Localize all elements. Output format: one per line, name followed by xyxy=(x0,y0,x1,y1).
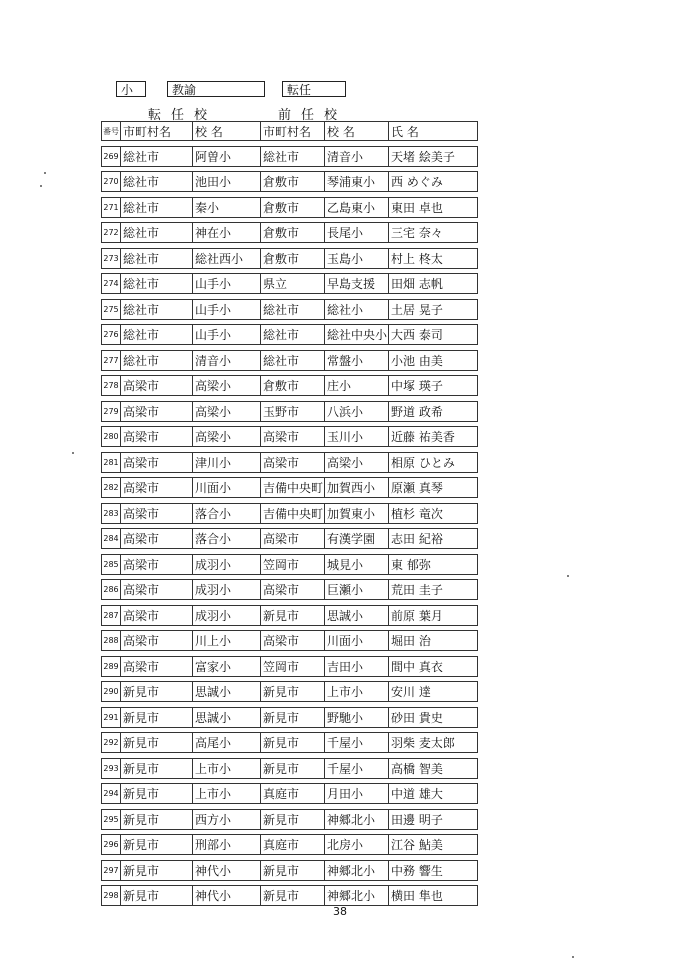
cell-school: 落合小 xyxy=(193,503,261,523)
cell-prev-city: 新見市 xyxy=(261,733,325,753)
cell-city: 高梁市 xyxy=(121,580,193,600)
cell-school: 神代小 xyxy=(193,886,261,906)
cell-name: 中務 響生 xyxy=(389,860,478,880)
cell-prev-city: 新見市 xyxy=(261,707,325,727)
col-header-city: 市町村名 xyxy=(121,122,193,141)
cell-city: 新見市 xyxy=(121,886,193,906)
cell-number: 284 xyxy=(102,529,121,549)
cell-prev-city: 総社市 xyxy=(261,350,325,370)
cell-city: 新見市 xyxy=(121,809,193,829)
cell-name: 中道 雄大 xyxy=(389,784,478,804)
position-box xyxy=(167,81,265,97)
cell-prev-school: 玉島小 xyxy=(325,248,389,268)
cell-prev-city: 高梁市 xyxy=(261,427,325,447)
cell-name: 安川 達 xyxy=(389,682,478,702)
cell-number: 271 xyxy=(102,197,121,217)
table-row xyxy=(102,682,478,702)
cell-number: 288 xyxy=(102,631,121,651)
cell-name: 原瀬 真琴 xyxy=(389,478,478,498)
cell-number: 298 xyxy=(102,886,121,906)
cell-city: 新見市 xyxy=(121,784,193,804)
cell-number: 293 xyxy=(102,758,121,778)
cell-name: 中塚 瑛子 xyxy=(389,376,478,396)
table-row xyxy=(102,401,478,421)
cell-prev-school: 清音小 xyxy=(325,146,389,166)
cell-prev-school: 神郷北小 xyxy=(325,860,389,880)
cell-city: 総社市 xyxy=(121,197,193,217)
cell-prev-school: 乙島東小 xyxy=(325,197,389,217)
table-row xyxy=(102,554,478,574)
cell-prev-school: 北房小 xyxy=(325,835,389,855)
cell-school: 成羽小 xyxy=(193,554,261,574)
cell-prev-school: 加賀西小 xyxy=(325,478,389,498)
cell-city: 新見市 xyxy=(121,758,193,778)
cell-school: 落合小 xyxy=(193,529,261,549)
cell-city: 高梁市 xyxy=(121,656,193,676)
cell-school: 高梁小 xyxy=(193,401,261,421)
cell-number: 282 xyxy=(102,478,121,498)
cell-school: 高梁小 xyxy=(193,427,261,447)
cell-city: 高梁市 xyxy=(121,529,193,549)
cell-prev-school: 長尾小 xyxy=(325,223,389,243)
cell-prev-city: 新見市 xyxy=(261,605,325,625)
cell-prev-school: 千屋小 xyxy=(325,758,389,778)
cell-prev-city: 倉敷市 xyxy=(261,248,325,268)
cell-name: 三宅 奈々 xyxy=(389,223,478,243)
cell-name: 江谷 鮎美 xyxy=(389,835,478,855)
cell-city: 総社市 xyxy=(121,146,193,166)
table-row xyxy=(102,274,478,294)
position-label: 教諭 xyxy=(172,83,197,97)
cell-school: 川上小 xyxy=(193,631,261,651)
cell-name: 羽柴 麦太郎 xyxy=(389,733,478,753)
cell-prev-city: 新見市 xyxy=(261,758,325,778)
cell-school: 秦小 xyxy=(193,197,261,217)
cell-prev-city: 真庭市 xyxy=(261,784,325,804)
cell-name: 砂田 貴史 xyxy=(389,707,478,727)
cell-name: 前原 葉月 xyxy=(389,605,478,625)
cell-prev-city: 総社市 xyxy=(261,325,325,345)
table-row xyxy=(102,733,478,753)
cell-prev-school: 加賀東小 xyxy=(325,503,389,523)
page-number: 38 xyxy=(333,905,347,918)
cell-prev-school: 神郷北小 xyxy=(325,809,389,829)
cell-name: 田邊 明子 xyxy=(389,809,478,829)
table-row xyxy=(102,452,478,472)
cell-school: 刑部小 xyxy=(193,835,261,855)
cell-prev-school: 城見小 xyxy=(325,554,389,574)
cell-prev-school: 庄小 xyxy=(325,376,389,396)
cell-city: 新見市 xyxy=(121,682,193,702)
scan-speck xyxy=(572,956,574,958)
level-label: 小 xyxy=(121,83,134,97)
scan-speck xyxy=(567,575,569,577)
cell-number: 273 xyxy=(102,248,121,268)
col-header-prev-school: 校 名 xyxy=(325,122,389,141)
cell-prev-school: 野馳小 xyxy=(325,707,389,727)
cell-name: 間中 真衣 xyxy=(389,656,478,676)
cell-prev-school: 月田小 xyxy=(325,784,389,804)
cell-city: 高梁市 xyxy=(121,478,193,498)
table-row xyxy=(102,605,478,625)
table-body xyxy=(102,141,478,906)
cell-prev-school: 川面小 xyxy=(325,631,389,651)
transfer-type-label: 転任 xyxy=(287,83,312,97)
table-row xyxy=(102,299,478,319)
cell-number: 274 xyxy=(102,274,121,294)
cell-name: 植杉 竜次 xyxy=(389,503,478,523)
table-row xyxy=(102,325,478,345)
cell-school: 山手小 xyxy=(193,325,261,345)
cell-school: 上市小 xyxy=(193,784,261,804)
cell-prev-city: 高梁市 xyxy=(261,452,325,472)
table-row xyxy=(102,707,478,727)
cell-school: 清音小 xyxy=(193,350,261,370)
cell-prev-city: 玉野市 xyxy=(261,401,325,421)
transfer-table xyxy=(101,121,478,906)
cell-city: 新見市 xyxy=(121,733,193,753)
cell-prev-city: 新見市 xyxy=(261,809,325,829)
cell-number: 292 xyxy=(102,733,121,753)
cell-number: 283 xyxy=(102,503,121,523)
cell-school: 山手小 xyxy=(193,274,261,294)
cell-prev-city: 吉備中央町 xyxy=(261,478,325,498)
table-row xyxy=(102,478,478,498)
cell-school: 思誠小 xyxy=(193,682,261,702)
table-row xyxy=(102,860,478,880)
cell-number: 278 xyxy=(102,376,121,396)
col-header-school: 校 名 xyxy=(193,122,261,141)
table-row xyxy=(102,784,478,804)
cell-number: 277 xyxy=(102,350,121,370)
cell-prev-school: 常盤小 xyxy=(325,350,389,370)
table-header-row xyxy=(102,122,478,141)
cell-city: 総社市 xyxy=(121,325,193,345)
cell-school: 思誠小 xyxy=(193,707,261,727)
cell-prev-school: 上市小 xyxy=(325,682,389,702)
cell-name: 志田 紀裕 xyxy=(389,529,478,549)
cell-name: 小池 由美 xyxy=(389,350,478,370)
cell-prev-school: 吉田小 xyxy=(325,656,389,676)
cell-name: 天堵 絵美子 xyxy=(389,146,478,166)
table-row xyxy=(102,146,478,166)
cell-name: 横田 隼也 xyxy=(389,886,478,906)
cell-name: 土居 晃子 xyxy=(389,299,478,319)
cell-school: 高尾小 xyxy=(193,733,261,753)
cell-prev-city: 新見市 xyxy=(261,860,325,880)
cell-number: 295 xyxy=(102,809,121,829)
table-row xyxy=(102,758,478,778)
cell-number: 270 xyxy=(102,172,121,192)
cell-prev-school: 千屋小 xyxy=(325,733,389,753)
cell-school: 成羽小 xyxy=(193,605,261,625)
cell-city: 高梁市 xyxy=(121,376,193,396)
col-header-name: 氏 名 xyxy=(389,122,478,141)
scan-speck xyxy=(44,172,46,174)
cell-number: 287 xyxy=(102,605,121,625)
cell-name: 田畑 志帆 xyxy=(389,274,478,294)
cell-name: 野道 政希 xyxy=(389,401,478,421)
cell-city: 総社市 xyxy=(121,274,193,294)
table-row xyxy=(102,580,478,600)
cell-school: 山手小 xyxy=(193,299,261,319)
cell-prev-school: 巨瀬小 xyxy=(325,580,389,600)
table-row xyxy=(102,656,478,676)
cell-prev-school: 思誠小 xyxy=(325,605,389,625)
cell-prev-city: 高梁市 xyxy=(261,631,325,651)
cell-number: 285 xyxy=(102,554,121,574)
cell-number: 289 xyxy=(102,656,121,676)
cell-prev-school: 神郷北小 xyxy=(325,886,389,906)
table-row xyxy=(102,172,478,192)
cell-number: 291 xyxy=(102,707,121,727)
cell-school: 富家小 xyxy=(193,656,261,676)
cell-prev-school: 高梁小 xyxy=(325,452,389,472)
table-row xyxy=(102,631,478,651)
cell-prev-school: 八浜小 xyxy=(325,401,389,421)
cell-school: 西方小 xyxy=(193,809,261,829)
cell-prev-city: 新見市 xyxy=(261,886,325,906)
cell-number: 290 xyxy=(102,682,121,702)
cell-name: 高橋 智美 xyxy=(389,758,478,778)
cell-number: 286 xyxy=(102,580,121,600)
cell-number: 281 xyxy=(102,452,121,472)
cell-school: 成羽小 xyxy=(193,580,261,600)
cell-city: 高梁市 xyxy=(121,605,193,625)
cell-prev-school: 琴浦東小 xyxy=(325,172,389,192)
table-row xyxy=(102,223,478,243)
table-row xyxy=(102,248,478,268)
cell-city: 新見市 xyxy=(121,860,193,880)
cell-city: 新見市 xyxy=(121,835,193,855)
cell-name: 村上 柊太 xyxy=(389,248,478,268)
cell-school: 神在小 xyxy=(193,223,261,243)
cell-number: 280 xyxy=(102,427,121,447)
cell-prev-city: 総社市 xyxy=(261,299,325,319)
cell-number: 279 xyxy=(102,401,121,421)
cell-prev-city: 倉敷市 xyxy=(261,223,325,243)
cell-school: 池田小 xyxy=(193,172,261,192)
cell-city: 高梁市 xyxy=(121,427,193,447)
cell-prev-city: 倉敷市 xyxy=(261,376,325,396)
cell-prev-school: 総社中央小 xyxy=(325,325,389,345)
cell-prev-city: 高梁市 xyxy=(261,580,325,600)
table-row xyxy=(102,503,478,523)
cell-prev-school: 有漢学園 xyxy=(325,529,389,549)
cell-name: 西 めぐみ xyxy=(389,172,478,192)
cell-school: 川面小 xyxy=(193,478,261,498)
table-row xyxy=(102,376,478,396)
cell-name: 東田 卓也 xyxy=(389,197,478,217)
cell-city: 総社市 xyxy=(121,350,193,370)
cell-number: 269 xyxy=(102,146,121,166)
cell-name: 近藤 祐美香 xyxy=(389,427,478,447)
table-row xyxy=(102,350,478,370)
table-row xyxy=(102,427,478,447)
table-row xyxy=(102,886,478,906)
cell-school: 津川小 xyxy=(193,452,261,472)
cell-name: 荒田 圭子 xyxy=(389,580,478,600)
cell-number: 272 xyxy=(102,223,121,243)
table-row xyxy=(102,809,478,829)
cell-city: 総社市 xyxy=(121,299,193,319)
cell-prev-city: 総社市 xyxy=(261,146,325,166)
cell-name: 大西 泰司 xyxy=(389,325,478,345)
cell-prev-city: 倉敷市 xyxy=(261,172,325,192)
cell-city: 高梁市 xyxy=(121,452,193,472)
cell-number: 296 xyxy=(102,835,121,855)
cell-name: 東 郁弥 xyxy=(389,554,478,574)
cell-school: 神代小 xyxy=(193,860,261,880)
col-header-number: 番号 xyxy=(102,122,121,141)
cell-prev-city: 高梁市 xyxy=(261,529,325,549)
cell-number: 297 xyxy=(102,860,121,880)
cell-prev-city: 真庭市 xyxy=(261,835,325,855)
cell-city: 総社市 xyxy=(121,172,193,192)
cell-prev-city: 笠岡市 xyxy=(261,554,325,574)
table-row xyxy=(102,835,478,855)
cell-city: 新見市 xyxy=(121,707,193,727)
cell-prev-school: 玉川小 xyxy=(325,427,389,447)
cell-school: 総社西小 xyxy=(193,248,261,268)
cell-name: 相原 ひとみ xyxy=(389,452,478,472)
cell-city: 総社市 xyxy=(121,248,193,268)
transfer-type-box xyxy=(282,81,346,97)
col-header-prev-city: 市町村名 xyxy=(261,122,325,141)
cell-school: 上市小 xyxy=(193,758,261,778)
cell-city: 高梁市 xyxy=(121,503,193,523)
scan-speck xyxy=(72,452,74,454)
cell-prev-school: 早島支援 xyxy=(325,274,389,294)
cell-prev-city: 倉敷市 xyxy=(261,197,325,217)
cell-city: 総社市 xyxy=(121,223,193,243)
cell-number: 275 xyxy=(102,299,121,319)
table-row xyxy=(102,529,478,549)
cell-number: 276 xyxy=(102,325,121,345)
cell-prev-city: 笠岡市 xyxy=(261,656,325,676)
cell-prev-school: 総社小 xyxy=(325,299,389,319)
cell-prev-city: 新見市 xyxy=(261,682,325,702)
cell-city: 高梁市 xyxy=(121,401,193,421)
cell-school: 阿曽小 xyxy=(193,146,261,166)
cell-prev-city: 県立 xyxy=(261,274,325,294)
prev-school-heading: 前任校 xyxy=(278,108,348,123)
cell-number: 294 xyxy=(102,784,121,804)
cell-school: 高梁小 xyxy=(193,376,261,396)
cell-prev-city: 吉備中央町 xyxy=(261,503,325,523)
cell-city: 高梁市 xyxy=(121,554,193,574)
cell-city: 高梁市 xyxy=(121,631,193,651)
scan-speck xyxy=(40,185,42,187)
level-box xyxy=(116,81,146,97)
cell-name: 堀田 治 xyxy=(389,631,478,651)
table-row xyxy=(102,197,478,217)
new-school-heading: 転任校 xyxy=(148,108,218,123)
